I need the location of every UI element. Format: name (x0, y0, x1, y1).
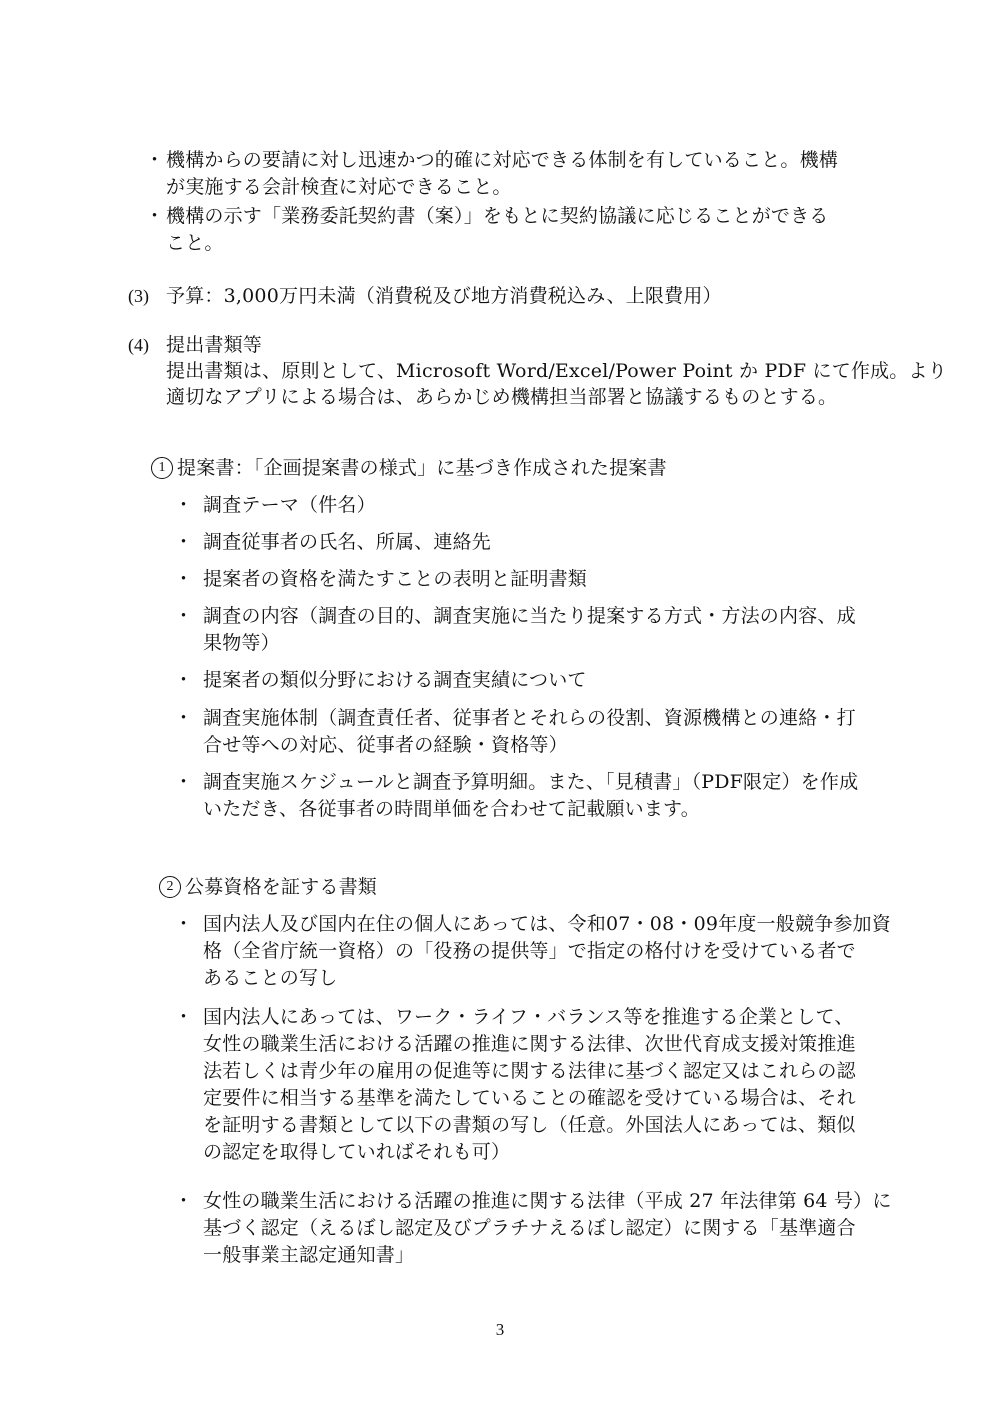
text-line: 女性の職業生活における活躍の推進に関する法律、次世代育成支援対策推進 (203, 1033, 856, 1055)
text-line: いただき、各従事者の時間単価を合わせて記載願います。 (203, 798, 700, 820)
text-line: 提出書類は、原則として、Microsoft Word/Excel/Power Point か PDF にて作成。より (166, 360, 947, 382)
text-line: こと。 (166, 232, 224, 254)
text-line: 定要件に相当する基準を満たしていることの確認を受けている場合は、それ (203, 1087, 856, 1109)
bullet-mark: ・ (174, 1190, 194, 1212)
text-line: 調査の内容（調査の目的、調査実施に当たり提案する方式・方法の内容、成 (203, 605, 856, 627)
page-number: 3 (495, 1320, 505, 1339)
text-line: 格（全省庁統一資格）の「役務の提供等」で指定の格付けを受けている者で (203, 940, 856, 962)
section-number: (4) (128, 335, 149, 355)
budget-text: 予算：3,000万円未満（消費税及び地方消費税込み、上限費用） (166, 285, 722, 307)
bullet-mark: ・ (145, 205, 165, 227)
bullet-mark: ・ (174, 913, 194, 935)
bullet-mark: ・ (174, 568, 194, 590)
text-line: 合せ等への対応、従事者の経験・資格等） (203, 734, 568, 756)
text-line: を証明する書類として以下の書類の写し（任意。外国法人にあっては、類似 (203, 1114, 856, 1136)
text-line: が実施する会計検査に対応できること。 (166, 176, 512, 198)
text-line: 提案者の類似分野における調査実績について (203, 669, 587, 691)
text-line: 国内法人及び国内在住の個人にあっては、令和07・08・09年度一般競争参加資 (203, 913, 891, 935)
text-line: 果物等） (203, 632, 280, 654)
text-line: 女性の職業生活における活躍の推進に関する法律（平成 27 年法律第 64 号）に (203, 1190, 892, 1212)
section-number: (3) (128, 286, 149, 306)
circled-number-marker: 2 (159, 876, 181, 898)
text-line: 調査実施スケジュールと調査予算明細。また、「見積書」（PDF限定）を作成 (203, 771, 859, 793)
bullet-mark: ・ (174, 1006, 194, 1028)
text-line: 適切なアプリによる場合は、あらかじめ機構担当部署と協議するものとする。 (166, 386, 838, 408)
section-heading: 提出書類等 (166, 334, 263, 356)
bullet-mark: ・ (174, 707, 194, 729)
text-line: 一般事業主認定通知書」 (203, 1244, 415, 1266)
bullet-mark: ・ (174, 771, 194, 793)
bullet-mark: ・ (174, 531, 194, 553)
bullet-mark: ・ (174, 669, 194, 691)
text-line: あることの写し (203, 967, 338, 989)
text-line: 調査従事者の氏名、所属、連絡先 (203, 531, 492, 553)
text-line: 国内法人にあっては、ワーク・ライフ・バランス等を推進する企業として、 (203, 1006, 854, 1028)
text-line: 基づく認定（えるぼし認定及びプラチナえるぼし認定）に関する「基準適合 (203, 1217, 856, 1239)
bullet-mark: ・ (145, 149, 165, 171)
item-title: 提案書：「企画提案書の様式」に基づき作成された提案書 (177, 457, 667, 479)
circled-number-marker: 1 (151, 457, 173, 479)
text-line: 調査実施体制（調査責任者、従事者とそれらの役割、資源機構との連絡・打 (203, 707, 856, 729)
item-title: 公募資格を証する書類 (185, 876, 378, 898)
text-line: 機構からの要請に対し迅速かつ的確に対応できる体制を有していること。機構 (166, 149, 839, 171)
text-line: 提案者の資格を満たすことの表明と証明書類 (203, 568, 588, 590)
text-line: の認定を取得していればそれも可） (203, 1141, 511, 1163)
text-line: 機構の示す「業務委託契約書（案）」をもとに契約協議に応じることができる (166, 205, 829, 227)
text-line: 調査テーマ（件名） (203, 494, 376, 516)
bullet-mark: ・ (174, 494, 194, 516)
text-line: 法若しくは青少年の雇用の促進等に関する法律に基づく認定又はこれらの認 (203, 1060, 856, 1082)
bullet-mark: ・ (174, 605, 194, 627)
